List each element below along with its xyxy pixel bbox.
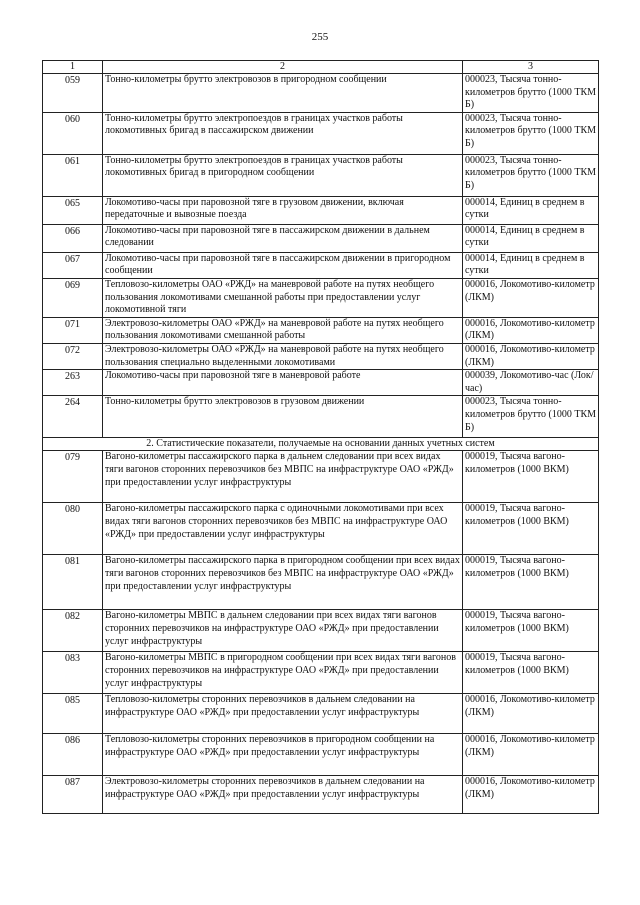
code-cell: 263 [43,370,103,396]
unit-cell: 000019, Тысяча вагоно-километров (1000 ВКМ) [463,610,599,652]
unit-cell: 000019, Тысяча вагоно-километров (1000 ВКМ) [463,451,599,503]
description-cell: Локомотиво-часы при паровозной тяге в пассажирском движении в дальнем следовании [103,224,463,252]
description-cell: Тонно-километры брутто электровозов в грузовом движении [103,396,463,438]
unit-cell: 000016, Локомотиво-километр (ЛКМ) [463,343,599,369]
unit-cell: 000039, Локомотиво-час (Лок/час) [463,370,599,396]
table-row [43,154,599,196]
description-cell: Вагоно-километры пассажирского парка в пригородном сообщении при всех видах тяги вагонов сторонних перевозчиков без МВПС на инфраструктуре ОАО «РЖД» при предоставлении услуг инфраструктуры [103,555,463,610]
header-row [43,61,599,74]
code-cell: 060 [43,112,103,154]
table-row [43,343,599,369]
column-header-2: 2 [103,61,463,74]
code-cell: 083 [43,652,103,694]
unit-cell: 000014, Единиц в среднем в сутки [463,196,599,224]
code-cell: 066 [43,224,103,252]
code-cell: 080 [43,503,103,555]
description-cell: Электровозо-километры ОАО «РЖД» на маневровой работе на путях необщего пользования специально выделенными локомотивами [103,343,463,369]
unit-cell: 000019, Тысяча вагоно-километров (1000 ВКМ) [463,503,599,555]
table-row [43,112,599,154]
unit-cell: 000016, Локомотиво-километр (ЛКМ) [463,317,599,343]
table-row [43,278,599,317]
code-cell: 071 [43,317,103,343]
unit-cell: 000016, Локомотиво-километр (ЛКМ) [463,776,599,814]
page-number: 255 [311,31,329,43]
column-header-1: 1 [43,61,103,74]
code-cell: 087 [43,776,103,814]
description-cell: Вагоно-километры пассажирского парка с одиночными локомотивами при всех видах тяги вагонов сторонних перевозчиков без МВПС на инфраструктуре ОАО «РЖД» при предоставлении услуг инфраструктуры [103,503,463,555]
unit-cell: 000014, Единиц в среднем в сутки [463,252,599,278]
unit-cell: 000016, Локомотиво-километр (ЛКМ) [463,694,599,734]
description-cell: Тепловозо-километры сторонних перевозчиков в пригородном сообщении на инфраструктуре ОАО «РЖД» при предоставлении услуг инфраструктуры [103,734,463,776]
indicators-table [42,60,599,814]
code-cell: 079 [43,451,103,503]
table-row [43,776,599,814]
unit-cell: 000016, Локомотиво-километр (ЛКМ) [463,734,599,776]
table-row [43,396,599,438]
description-cell: Вагоно-километры пассажирского парка в дальнем следовании при всех видах тяги вагонов сторонних перевозчиков без МВПС на инфраструктуре ОАО «РЖД» при предоставлении услуг инфраструктуры [103,451,463,503]
table-row [43,74,599,113]
description-cell: Электровозо-километры ОАО «РЖД» на маневровой работе на путях необщего пользования локомотивами смешанной работы [103,317,463,343]
code-cell: 067 [43,252,103,278]
section-row [43,438,599,451]
column-header-3: 3 [463,61,599,74]
description-cell: Тонно-километры брутто электропоездов в границах участков работы локомотивных бригад в пригородном сообщении [103,154,463,196]
code-cell: 072 [43,343,103,369]
code-cell: 069 [43,278,103,317]
description-cell: Электровозо-километры сторонних перевозчиков в дальнем следовании на инфраструктуре ОАО «РЖД» при предоставлении услуг инфраструктуры [103,776,463,814]
table-row [43,694,599,734]
table-row [43,451,599,503]
table-row [43,734,599,776]
unit-cell: 000019, Тысяча вагоно-километров (1000 ВКМ) [463,555,599,610]
unit-cell: 000023, Тысяча тонно-километров брутто (1000 ТКМ Б) [463,112,599,154]
code-cell: 085 [43,694,103,734]
table-row [43,224,599,252]
description-cell: Тонно-километры брутто электропоездов в границах участков работы локомотивных бригад в пассажирском движении [103,112,463,154]
table-row [43,503,599,555]
code-cell: 065 [43,196,103,224]
table-row [43,610,599,652]
code-cell: 264 [43,396,103,438]
table-row [43,370,599,396]
description-cell: Тонно-километры брутто электровозов в пригородном сообщении [103,74,463,113]
unit-cell: 000023, Тысяча тонно-километров брутто (1000 ТКМ Б) [463,74,599,113]
code-cell: 061 [43,154,103,196]
unit-cell: 000023, Тысяча тонно-километров брутто (1000 ТКМ Б) [463,154,599,196]
unit-cell: 000016, Локомотиво-километр (ЛКМ) [463,278,599,317]
table-row [43,317,599,343]
description-cell: Вагоно-километры МВПС в пригородном сообщении при всех видах тяги вагонов сторонних перевозчиков на инфраструктуре ОАО «РЖД» при предоставлении услуг инфраструктуры [103,652,463,694]
code-cell: 086 [43,734,103,776]
description-cell: Вагоно-километры МВПС в дальнем следовании при всех видах тяги вагонов сторонних перевозчиков на инфраструктуре ОАО «РЖД» при предоставлении услуг инфраструктуры [103,610,463,652]
unit-cell: 000019, Тысяча вагоно-километров (1000 ВКМ) [463,652,599,694]
table-row [43,555,599,610]
code-cell: 081 [43,555,103,610]
section-title: 2. Статистические показатели, получаемые на основании данных учетных систем [43,438,599,451]
unit-cell: 000014, Единиц в среднем в сутки [463,224,599,252]
description-cell: Локомотиво-часы при паровозной тяге в пассажирском движении в пригородном сообщении [103,252,463,278]
description-cell: Локомотиво-часы при паровозной тяге в маневровой работе [103,370,463,396]
table-row [43,196,599,224]
description-cell: Локомотиво-часы при паровозной тяге в грузовом движении, включая передаточные и вывозные поезда [103,196,463,224]
table-row [43,252,599,278]
code-cell: 059 [43,74,103,113]
description-cell: Тепловозо-километры ОАО «РЖД» на маневровой работе на путях необщего пользования локомотивами смешанной работы при предоставлении услуг локомотивной тяги [103,278,463,317]
table-row [43,652,599,694]
description-cell: Тепловозо-километры сторонних перевозчиков в дальнем следовании на инфраструктуре ОАО «РЖД» при предоставлении услуг инфраструктуры [103,694,463,734]
code-cell: 082 [43,610,103,652]
unit-cell: 000023, Тысяча тонно-километров брутто (1000 ТКМ Б) [463,396,599,438]
